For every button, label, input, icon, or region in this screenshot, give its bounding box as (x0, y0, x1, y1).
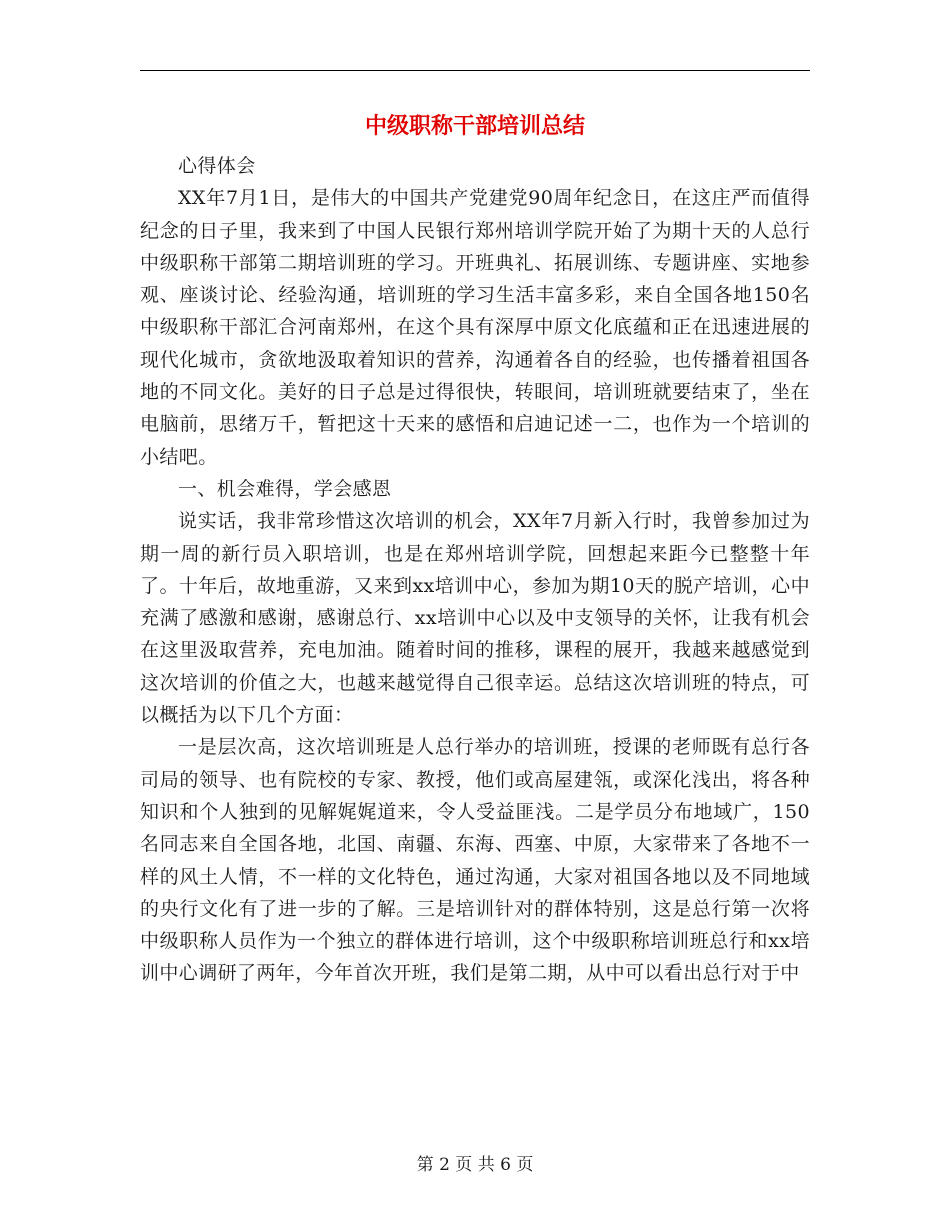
body-paragraph: 说实话，我非常珍惜这次培训的机会，XX年7月新入行时，我曾参加过为期一周的新行员入职培训，也是在郑州培训学院，回想起来距今已整整十年了。十年后，故地重游，又来到xx培训中心，参加为期10天的脱产培训，心中充满了感激和感谢，感谢总行、xx培训中心以及中支领导的关怀，让我有机会在这里汲取营养，充电加油。随着时间的推移，课程的展开，我越来越感觉到这次培训的价值之大，也越来越觉得自己很幸运。总结这次培训班的特点，可以概括为以下几个方面： (140, 510, 810, 727)
document-title: 中级职称干部培训总结 (364, 114, 585, 139)
page-number-footer: 第 2 页 共 6 页 (416, 1155, 534, 1175)
section-heading-reflection: 心得体会 (178, 155, 256, 177)
document-body (140, 150, 810, 990)
section-heading-opportunity: 一、机会难得，学会感恩 (178, 477, 392, 500)
body-paragraph: XX年7月1日，是伟大的中国共产党建党90周年纪念日，在这庄严而值得纪念的日子里，我来到了中国人民银行郑州培训学院开始了为期十天的人总行中级职称干部第二期培训班的学习。开班典礼、拓展训练、专题讲座、实地参观、座谈讨论、经验沟通，培训班的学习生活丰富多彩，来自全国各地150名中级职称干部汇合河南郑州，在这个具有深厚中原文化底蕴和正在迅速进展的现代化城市，贪欲地汲取着知识的营养，沟通着各自的经验，也传播着祖国各地的不同文化。美好的日子总是过得很快，转眼间，培训班就要结束了，坐在电脑前，思绪万千，暂把这十天来的感悟和启迪记述一二，也作为一个培训的小结吧。 (140, 187, 810, 468)
body-paragraph: 一是层次高，这次培训班是人总行举办的培训班，授课的老师既有总行各司局的领导、也有院校的专家、教授，他们或高屋建瓴，或深化浅出，将各种知识和个人独到的见解娓娓道来，令人受益匪浅。二是学员分布地域广，150名同志来自全国各地，北国、南疆、东海、西塞、中原，大家带来了各地不一样的风土人情，不一样的文化特色，通过沟通，大家对祖国各地以及不同地域的央行文化有了进一步的了解。三是培训针对的群体特别，这是总行第一次将中级职称人员作为一个独立的群体进行培训，这个中级职称培训班总行和xx培训中心调研了两年，今年首次开班，我们是第二期，从中可以看出总行对于中 (140, 736, 810, 985)
header-rule (140, 70, 810, 71)
